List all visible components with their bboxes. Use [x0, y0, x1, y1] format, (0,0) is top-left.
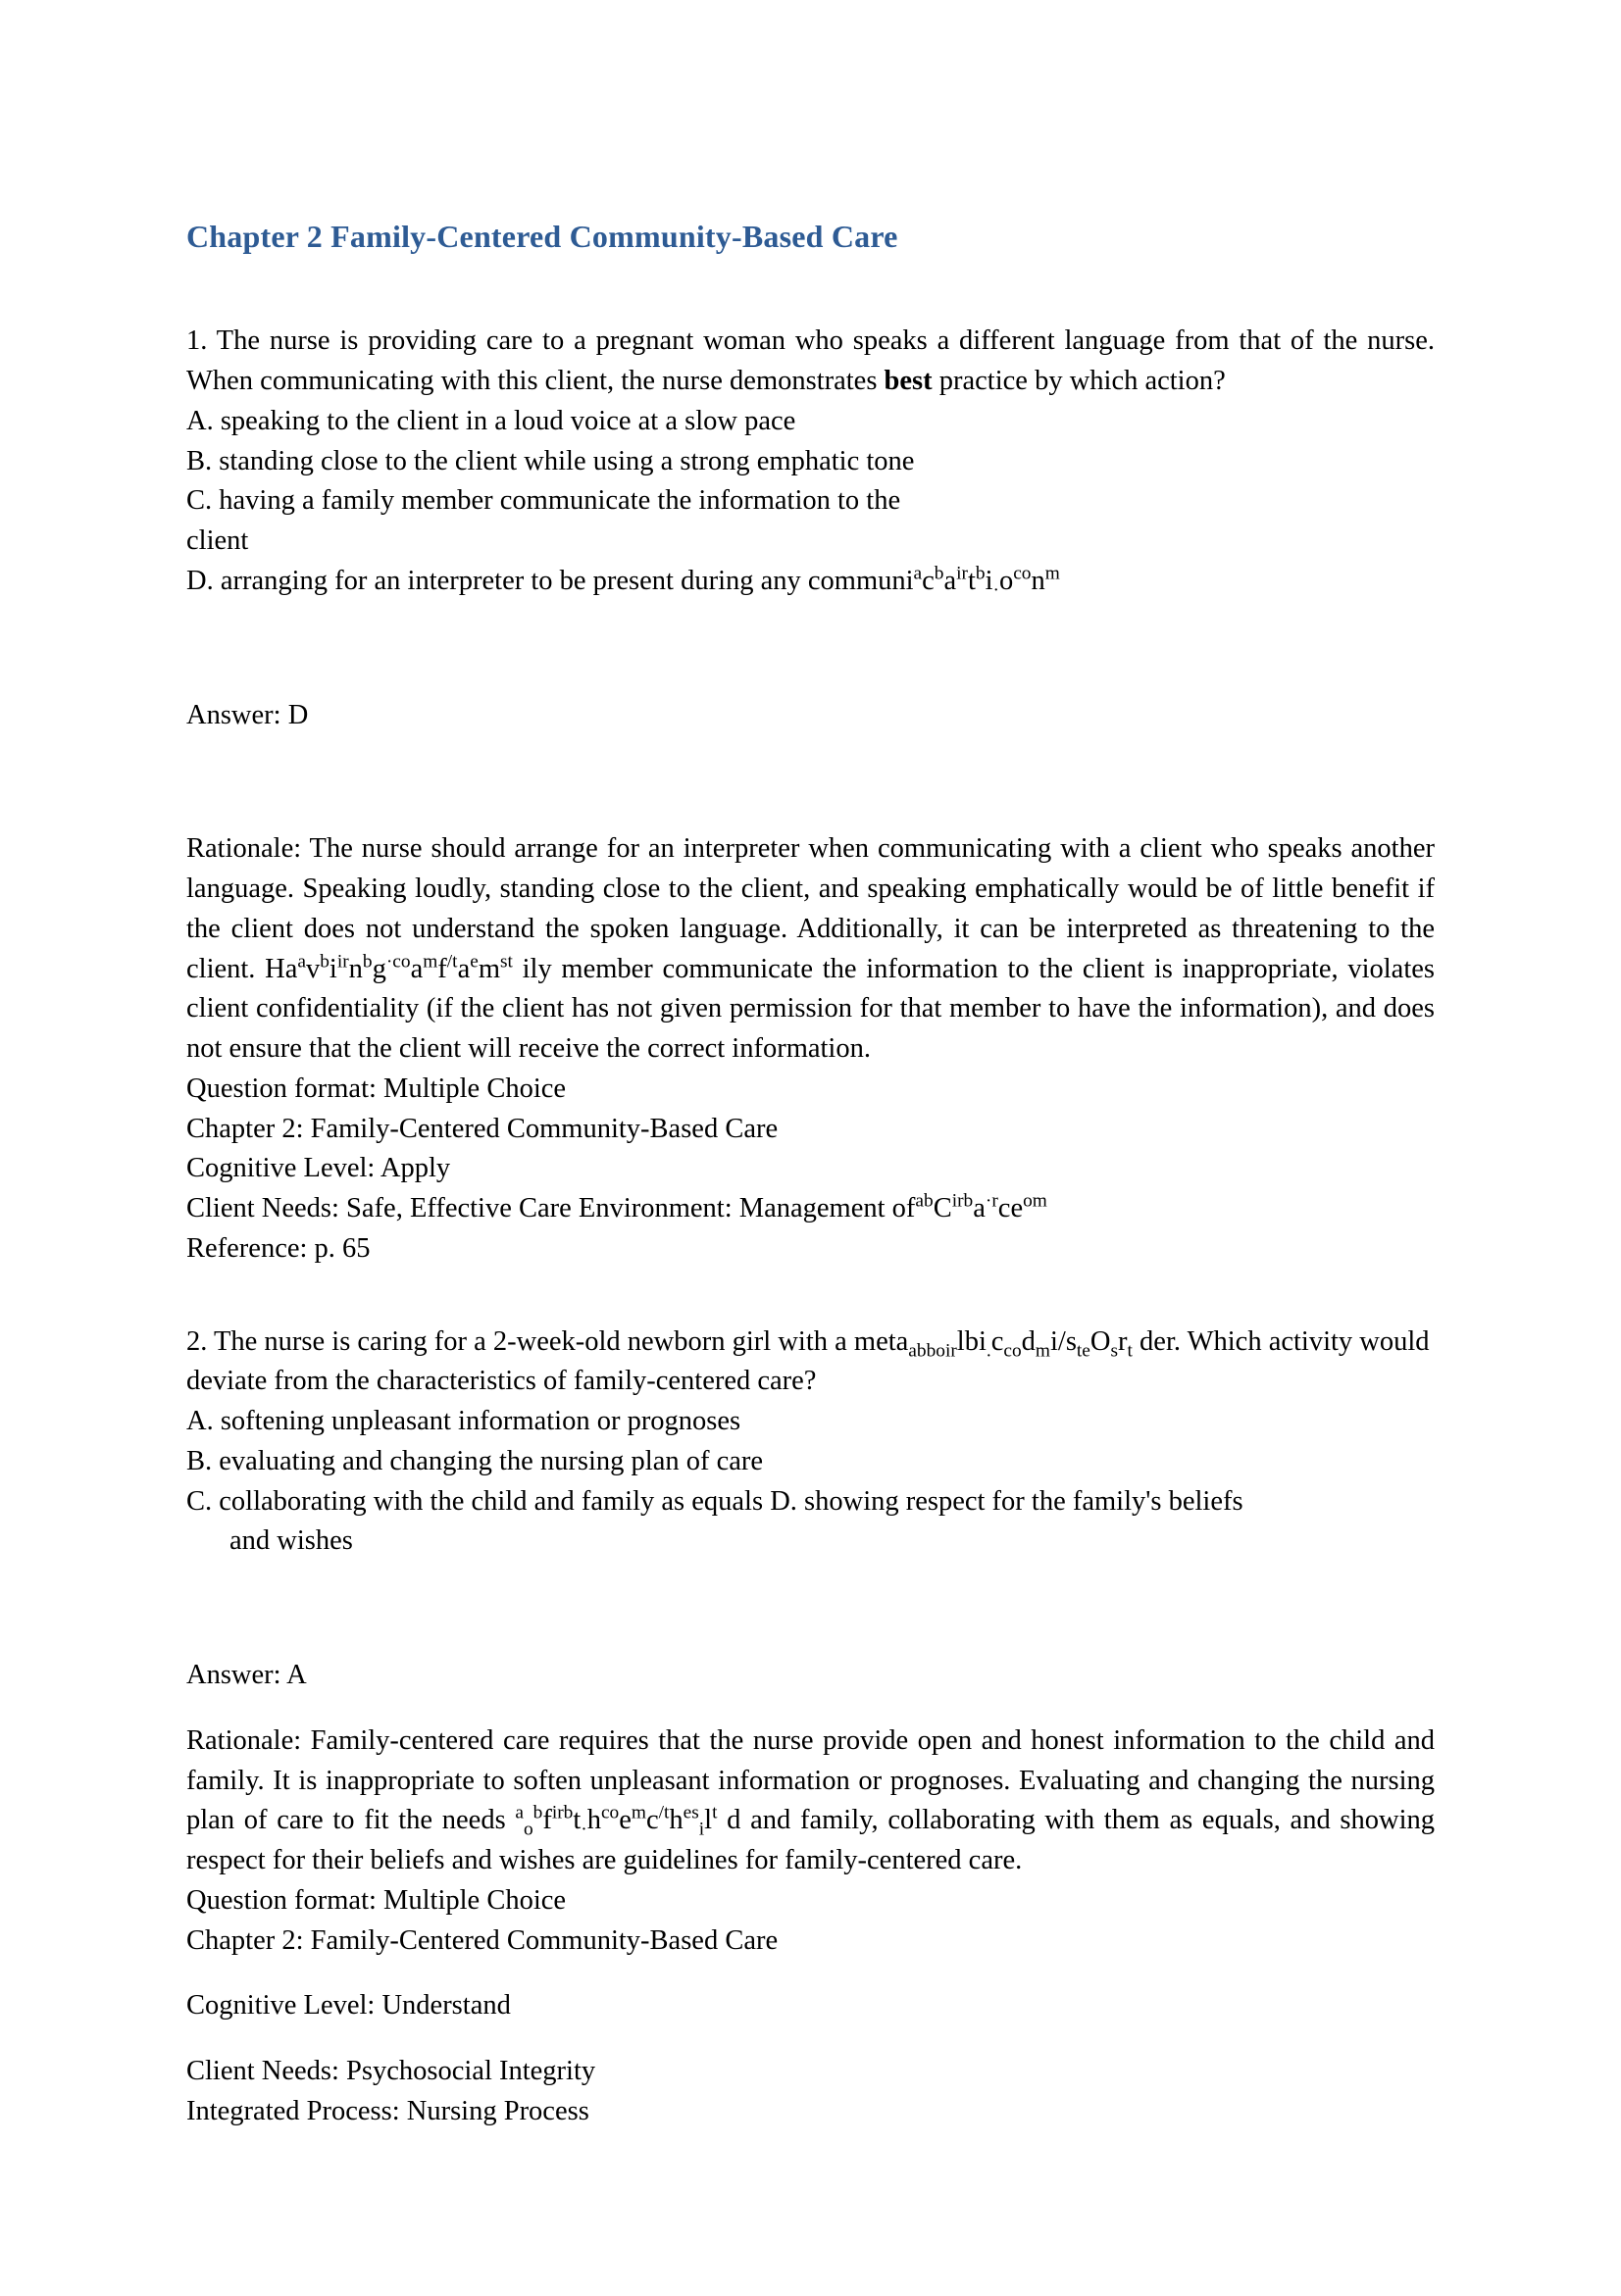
question-2-integrated-process: Integrated Process: Nursing Process [186, 2095, 589, 2126]
question-2-chapter: Chapter 2: Family-Centered Community-Based Care [186, 1924, 779, 1956]
question-1-reference: Reference: p. 65 [186, 1232, 371, 1264]
question-1-client-needs [186, 1189, 1435, 1229]
question-1-client-needs-garbled-text: $^{ab}C^{irb}a^{\cdot r}ce^{om}$ [915, 1190, 1047, 1224]
spacer [186, 602, 1435, 696]
question-2-option-d-continued[interactable]: and wishes [229, 1525, 353, 1557]
question-1-rationale-part1: Rationale: The nurse should arrange for an interpreter when communicating with a client who speaks another language. Speaking loudly, standing close to the client, and speaking emphatically would be of little benefit if the client does not understand the spoken language. Additionally, it can be interpreted as threatening to the client. Ha [186, 833, 1435, 984]
question-1-option-c-continued[interactable]: client [186, 525, 249, 557]
question-2-stem-part1: 2. The nurse is caring for a 2-week-old newborn girl with a meta [186, 1325, 909, 1357]
question-1-option-d[interactable] [186, 562, 1435, 602]
question-2-rationale-garbled-text: $^a_o^bf^{irb}t_\cdot h^{co}e^mc^{/t}h^{es}_il^t$ [515, 1802, 718, 1841]
question-2-stem-part2: der. Which activity would deviate from the characteristics of family-centered care? [186, 1325, 1430, 1397]
question-1-cognitive-level: Cognitive Level: Apply [186, 1153, 451, 1184]
question-1-rationale-garbled-text: $^av^bi^{ir}n^bg^{\cdot co}a^mf^{/t}a^em^{st}$ [297, 951, 513, 984]
question-2-answer: Answer: A [186, 1660, 307, 1691]
question-2-option-c-and-d[interactable]: C. collaborating with the child and family as equals D. showing respect for the family's beliefs [186, 1485, 1243, 1517]
spacer [186, 1270, 1435, 1323]
spacer [186, 2026, 1435, 2052]
question-1-client-needs-text: Client Needs: Safe, Effective Care Environment: Management of [186, 1193, 916, 1224]
question-1-stem-part1: 1. The nurse is providing care to a pregnant woman who speaks a different language from that of the nurse. When communicating with this client, the nurse demonstrates [186, 325, 1435, 397]
question-2-client-needs: Client Needs: Psychosocial Integrity [186, 2056, 596, 2087]
question-1-stem-part2: practice by which action? [932, 366, 1226, 397]
question-2-rationale-part1: Rationale: Family-centered care requires that the nurse provide open and honest information to the child and family. It is inappropriate to soften unpleasant information or prognoses. Evaluating and changing the nursing plan of care to fit the needs [186, 1724, 1435, 1836]
spacer [186, 1562, 1435, 1656]
question-block-2 [186, 1323, 1435, 2132]
question-1-question-format: Question format: Multiple Choice [186, 1073, 567, 1104]
page-title: Chapter 2 Family-Centered Community-Based Care [186, 219, 898, 254]
question-1-chapter: Chapter 2: Family-Centered Community-Based Care [186, 1113, 779, 1144]
spacer [186, 1696, 1435, 1722]
question-1-option-d-text: D. arranging for an interpreter to be present during any communi [186, 565, 914, 596]
question-1-option-b[interactable]: B. standing close to the client while using a strong emphatic tone [186, 445, 915, 476]
question-1-rationale-part2: ily member communicate the information to the client is inappropriate, violates client confidentiality (if the client has not given permission for that member to have the information), and does not ensure that the client will receive the correct information. [186, 953, 1435, 1065]
question-2-option-a[interactable]: A. softening unpleasant information or prognoses [186, 1406, 741, 1437]
question-1-stem-emphasis: best [884, 366, 933, 397]
question-2-cognitive-level: Cognitive Level: Understand [186, 1990, 511, 2021]
question-2-stem-garbled-text: $_{abboir}lbi_.c_{co}d_mi/s_{te}O_sr_t$ [908, 1325, 1133, 1362]
question-1-stem [186, 322, 1435, 402]
question-1-option-d-garbled-text: $^ac^ba^{ir}t^bi_\cdot o^{co}n^m$ [913, 563, 1060, 601]
question-1-option-c[interactable]: C. having a family member communicate the information to the [186, 485, 901, 517]
question-2-stem [186, 1323, 1435, 1403]
question-2-rationale-part2: d and family, collaborating with them as equals, and showing respect for their beliefs and wishes are guidelines for family-centered care. [186, 1805, 1435, 1876]
spacer [186, 735, 1435, 829]
question-1-answer: Answer: D [186, 699, 309, 730]
spacer [186, 1961, 1435, 1986]
question-1-option-a[interactable]: A. speaking to the client in a loud voice at a slow pace [186, 405, 796, 436]
question-block-1 [186, 322, 1435, 1269]
question-1-rationale [186, 829, 1435, 1070]
question-2-question-format: Question format: Multiple Choice [186, 1884, 567, 1916]
question-2-option-b[interactable]: B. evaluating and changing the nursing plan of care [186, 1445, 764, 1476]
question-2-rationale [186, 1722, 1435, 1881]
